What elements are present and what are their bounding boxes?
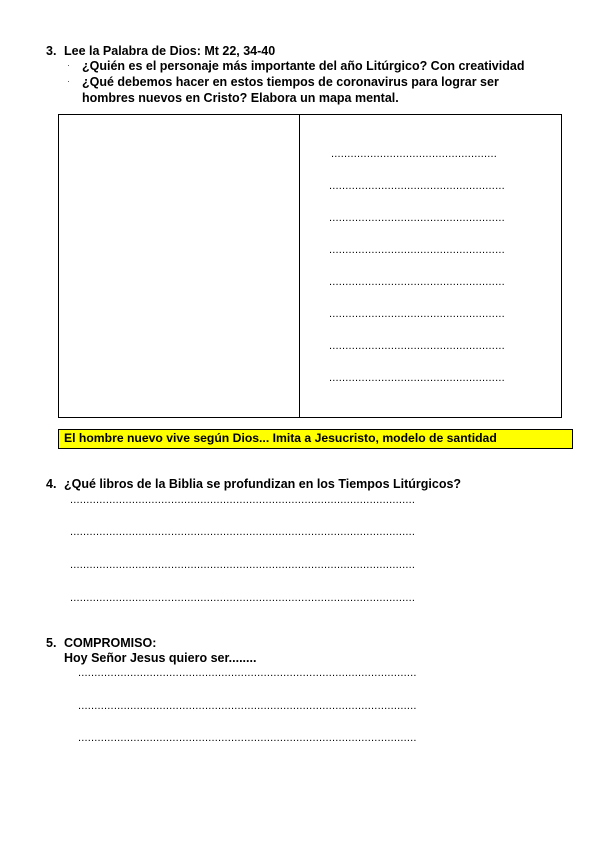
q3-bullet-1: ¿Quién es el personaje más importante del año Litúrgico? Con creatividad [82,59,525,73]
answer-line[interactable]: .......................................................................................................... [70,559,416,571]
answer-line[interactable]: ...................................................... [329,180,505,192]
answer-line[interactable]: ...................................................... [329,372,505,384]
q3-bullet-2-line-1: ¿Qué debemos hacer en estos tiempos de coronavirus para lograr ser [82,75,499,89]
q3-title: Lee la Palabra de Dios: Mt 22, 34-40 [64,44,276,58]
answer-line[interactable]: .......................................................................................................... [70,494,416,506]
answer-line[interactable]: .......................................................................................................... [70,526,416,538]
answer-line[interactable]: ...................................................... [329,308,505,320]
highlight-banner [58,429,573,449]
q4-title: ¿Qué libros de la Biblia se profundizan en los Tiempos Litúrgicos? [64,477,462,491]
q3-bullet-2-line-2: hombres nuevos en Cristo? Elabora un mapa mental. [82,91,399,105]
mind-map-drawing-area[interactable] [59,115,299,417]
answer-line[interactable]: ........................................................................................................ [78,732,417,744]
q3-number: 3. [46,44,57,58]
q4-number: 4. [46,477,57,491]
answer-line[interactable]: .......................................................................................................... [70,592,416,604]
answer-line[interactable]: ................................................... [331,148,498,160]
answer-line[interactable]: ...................................................... [329,212,505,224]
q5-number: 5. [46,636,57,650]
answer-line[interactable]: ...................................................... [329,340,505,352]
bullet-icon: · [67,76,70,86]
answer-line[interactable]: ........................................................................................................ [78,700,417,712]
bullet-icon: · [67,60,70,70]
answer-line[interactable]: ...................................................... [329,244,505,256]
box-divider [299,115,300,417]
q5-title: COMPROMISO: [64,636,157,650]
highlight-text: El hombre nuevo vive según Dios... Imita a Jesucristo, modelo de santidad [64,431,497,445]
answer-line[interactable]: ...................................................... [329,276,505,288]
answer-line[interactable]: ........................................................................................................ [78,667,417,679]
q5-subtitle: Hoy Señor Jesus quiero ser........ [64,651,257,665]
